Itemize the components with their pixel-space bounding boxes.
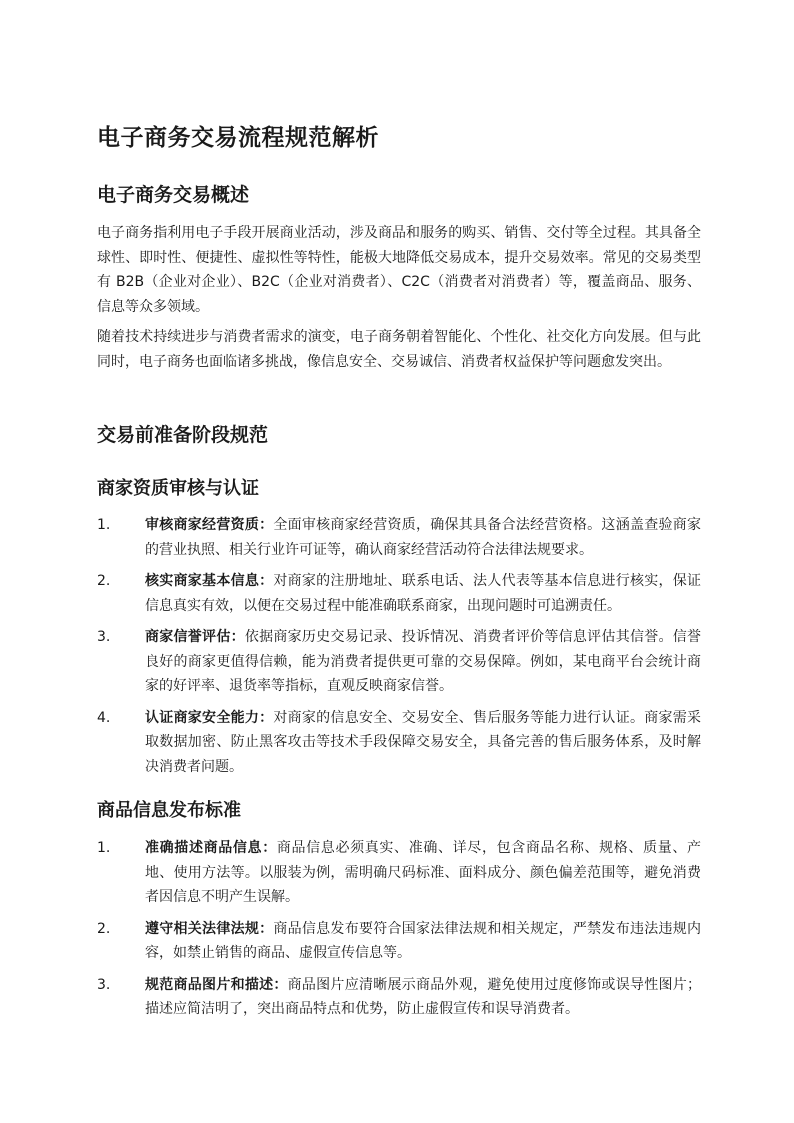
list-item-number: 3. xyxy=(97,629,111,645)
list-item-number: 3. xyxy=(97,976,111,993)
list-item-text: 商品图片应清晰展示商品外观，避免使用过度修饰或误导性图片；描述应简洁明了，突出商品特点和优势，防止虚假宣传和误导消费者。 xyxy=(145,976,702,1017)
list-item-number: 2. xyxy=(97,573,111,589)
list-item-separator: ： xyxy=(230,629,245,645)
list-item-text: 全面审核商家经营资质，确保其具备合法经营资格。这涵盖查验商家的营业执照、相关行业许可证等，确认商家经营活动符合法律法规要求。 xyxy=(145,517,702,558)
list-item-separator: ： xyxy=(273,976,288,993)
list-item-number: 1. xyxy=(97,517,111,533)
product-info-list xyxy=(97,836,701,1022)
list-item xyxy=(97,625,701,699)
list-item-number: 2. xyxy=(97,920,111,937)
list-item xyxy=(97,917,701,966)
list-item-term: 遵守相关法律法规 xyxy=(145,920,260,937)
list-item-term: 规范商品图片和描述 xyxy=(145,976,274,993)
list-item-term: 商家信誉评估 xyxy=(145,629,231,645)
subsection-heading-product-info: 商品信息发布标准 xyxy=(97,800,241,821)
overview-paragraph-1: 电子商务指利用电子手段开展商业活动，涉及商品和服务的购买、销售、交付等全过程。其具备全球性、即时性、便捷性、虚拟性等特性，能极大地降低交易成本，提升交易效率。常见的交易类型有 B2B（企业对企业）、B2C（企业对消费者）、C2C（消费者对消费者）等，覆盖商品、服务、信息等众多领域。 xyxy=(97,225,701,315)
list-item-text: 依据商家历史交易记录、投诉情况、消费者评价等信息评估其信誉。信誉良好的商家更值得信赖，能为消费者提供更可靠的交易保障。例如，某电商平台会统计商家的好评率、退货率等指标，直观反映商家信誉。 xyxy=(145,629,702,694)
list-item-term: 准确描述商品信息 xyxy=(145,840,263,856)
list-item xyxy=(97,513,701,562)
section-heading-pre-trade: 交易前准备阶段规范 xyxy=(97,424,269,446)
list-item-number: 1. xyxy=(97,840,111,856)
list-item-separator: ： xyxy=(259,517,274,533)
list-item-separator: ： xyxy=(259,920,274,937)
list-item-text: 对商家的信息安全、交易安全、售后服务等能力进行认证。商家需采取数据加密、防止黑客攻击等技术手段保障交易安全，具备完善的售后服务体系，及时解决消费者问题。 xyxy=(145,709,702,775)
overview-paragraph-2: 随着技术持续进步与消费者需求的演变，电子商务朝着智能化、个性化、社交化方向发展。但与此同时，电子商务也面临诸多挑战，像信息安全、交易诚信、消费者权益保护等问题愈发突出。 xyxy=(97,329,701,370)
list-item-separator: ： xyxy=(262,840,277,856)
document-title: 电子商务交易流程规范解析 xyxy=(97,125,379,151)
subsection-heading-merchant: 商家资质审核与认证 xyxy=(97,478,259,499)
list-item xyxy=(97,706,701,780)
list-item-term: 核实商家基本信息 xyxy=(145,573,260,589)
list-item xyxy=(97,569,701,618)
merchant-requirements-list xyxy=(97,513,701,779)
list-item-number: 4. xyxy=(97,709,111,726)
list-item-term: 认证商家安全能力 xyxy=(145,709,260,726)
list-item-separator: ： xyxy=(259,573,274,589)
list-item xyxy=(97,836,701,910)
list-item-term: 审核商家经营资质 xyxy=(145,517,260,533)
list-item-text: 商品信息必须真实、准确、详尽，包含商品名称、规格、质量、产地、使用方法等。以服装为例，需明确尺码标准、面料成分、颜色偏差范围等，避免消费者因信息不明产生误解。 xyxy=(145,840,702,905)
list-item-separator: ： xyxy=(259,709,274,726)
list-item xyxy=(97,973,701,1022)
list-item-text: 商品信息发布要符合国家法律法规和相关规定，严禁发布违法违规内容，如禁止销售的商品、虚假宣传信息等。 xyxy=(145,920,702,961)
list-item-text: 对商家的注册地址、联系电话、法人代表等基本信息进行核实，保证信息真实有效，以便在交易过程中能准确联系商家，出现问题时可追溯责任。 xyxy=(145,573,702,614)
section-heading-overview: 电子商务交易概述 xyxy=(97,184,250,206)
